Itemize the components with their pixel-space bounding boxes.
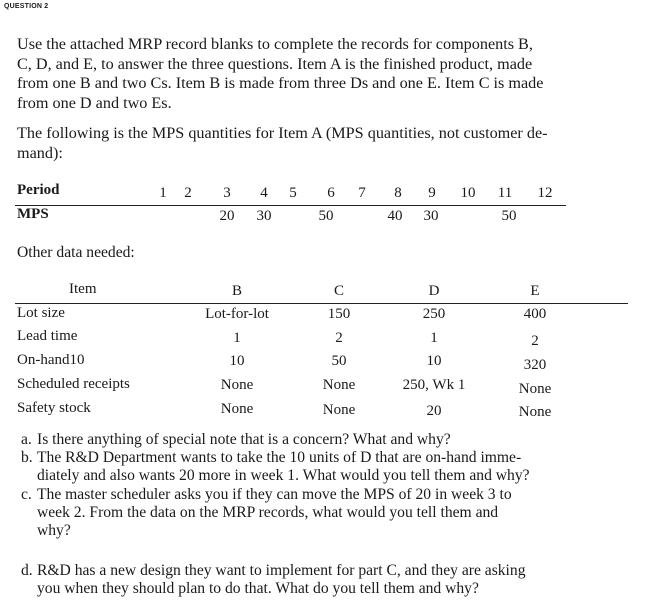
table-cell: 10	[229, 353, 245, 369]
period-cell: 12	[537, 185, 553, 201]
row-label: Lead time	[17, 328, 78, 344]
question-text	[37, 449, 530, 485]
mps-intro-line: The following is the MPS quantities for Item A (MPS quantities, not customer de-	[17, 124, 548, 142]
table-cell: Lot-for-lot	[205, 306, 269, 322]
other-data-label: Other data needed:	[17, 244, 135, 261]
table-cell: 320	[523, 357, 547, 373]
column-header: E	[530, 283, 540, 299]
mps-cell: 50	[318, 208, 334, 224]
table-cell: 50	[331, 353, 347, 369]
intro-line: Use the attached MRP record blanks to complete the records for components B,	[17, 35, 533, 53]
row-label: On-hand10	[17, 352, 85, 368]
mps-cell: 50	[501, 208, 517, 224]
mps-cell: 30	[423, 208, 439, 224]
mps-cell: 20	[219, 208, 235, 224]
table-cell: 2	[335, 330, 343, 346]
mps-cell: 40	[387, 208, 403, 224]
intro-line: from one B and two Cs. Item B is made from three Ds and one E. Item C is made	[17, 74, 544, 92]
question-text	[37, 562, 526, 598]
table-cell: None	[518, 381, 552, 397]
column-header: D	[428, 283, 440, 299]
table-cell: None	[322, 402, 356, 418]
period-cell: 11	[497, 185, 513, 201]
item-header: Item	[69, 281, 97, 297]
period-label: Period	[17, 182, 60, 198]
table-cell: 250	[422, 306, 446, 322]
mps-divider	[15, 205, 566, 206]
question-line: The master scheduler asks you if they can move the MPS of 20 in week 3 to	[37, 486, 512, 503]
period-cell: 8	[394, 185, 402, 201]
table-cell: None	[220, 377, 254, 393]
table-cell: 20	[426, 403, 442, 419]
mps-label: MPS	[17, 206, 49, 222]
row-label: Lot size	[17, 305, 65, 321]
table-cell: 1	[430, 330, 438, 346]
question-letter: a.	[21, 431, 32, 448]
row-label: Scheduled receipts	[17, 376, 130, 392]
question-text	[37, 431, 451, 449]
question-line: diately and also wants 20 more in week 1. What would you tell them and why?	[37, 467, 530, 484]
period-cell: 9	[428, 185, 436, 201]
column-header: C	[333, 283, 345, 299]
question-line: Is there anything of special note that is a concern? What and why?	[37, 431, 451, 448]
question-line: why?	[37, 522, 71, 539]
table-cell: 1	[233, 330, 241, 346]
period-cell: 10	[460, 185, 476, 201]
question-letter: b.	[21, 449, 33, 466]
table-cell: None	[518, 404, 552, 420]
row-label: Safety stock	[17, 400, 91, 416]
table-cell: 10	[426, 353, 442, 369]
table-cell: 2	[531, 333, 539, 349]
period-cell: 1	[159, 185, 167, 201]
table-cell: 400	[523, 306, 547, 322]
intro-line: C, D, and E, to answer the three questions. Item A is the finished product, made	[17, 54, 533, 73]
period-cell: 6	[327, 185, 335, 201]
question-label: QUESTION 2	[4, 3, 49, 10]
question-line: R&D has a new design they want to implement for part C, and they are asking	[37, 562, 526, 579]
question-line: week 2. From the data on the MRP records, what would you tell them and	[37, 504, 499, 521]
intro-line: from one D and two Es.	[17, 93, 172, 112]
table-cell: 150	[327, 306, 351, 322]
intro-paragraph	[17, 35, 543, 113]
question-letter: c.	[21, 486, 32, 503]
table-cell: None	[220, 401, 254, 417]
mps-cell: 30	[256, 208, 272, 224]
column-header: B	[231, 283, 243, 299]
table-cell: 250, Wk 1	[402, 377, 466, 393]
period-cell: 3	[223, 185, 231, 201]
period-cell: 2	[184, 185, 192, 201]
question-letter: d.	[21, 562, 33, 579]
question-line: you when they should plan to do that. What do you tell them and why?	[37, 580, 479, 597]
mps-intro-line: mand):	[17, 143, 63, 162]
period-cell: 7	[358, 185, 366, 201]
question-text	[37, 486, 512, 540]
mps-intro	[17, 124, 548, 163]
other-data-divider	[15, 303, 628, 304]
question-line: The R&D Department wants to take the 10 units of D that are on-hand imme-	[37, 449, 522, 466]
table-cell: None	[322, 377, 356, 393]
period-cell: 4	[260, 185, 268, 201]
period-cell: 5	[289, 185, 297, 201]
